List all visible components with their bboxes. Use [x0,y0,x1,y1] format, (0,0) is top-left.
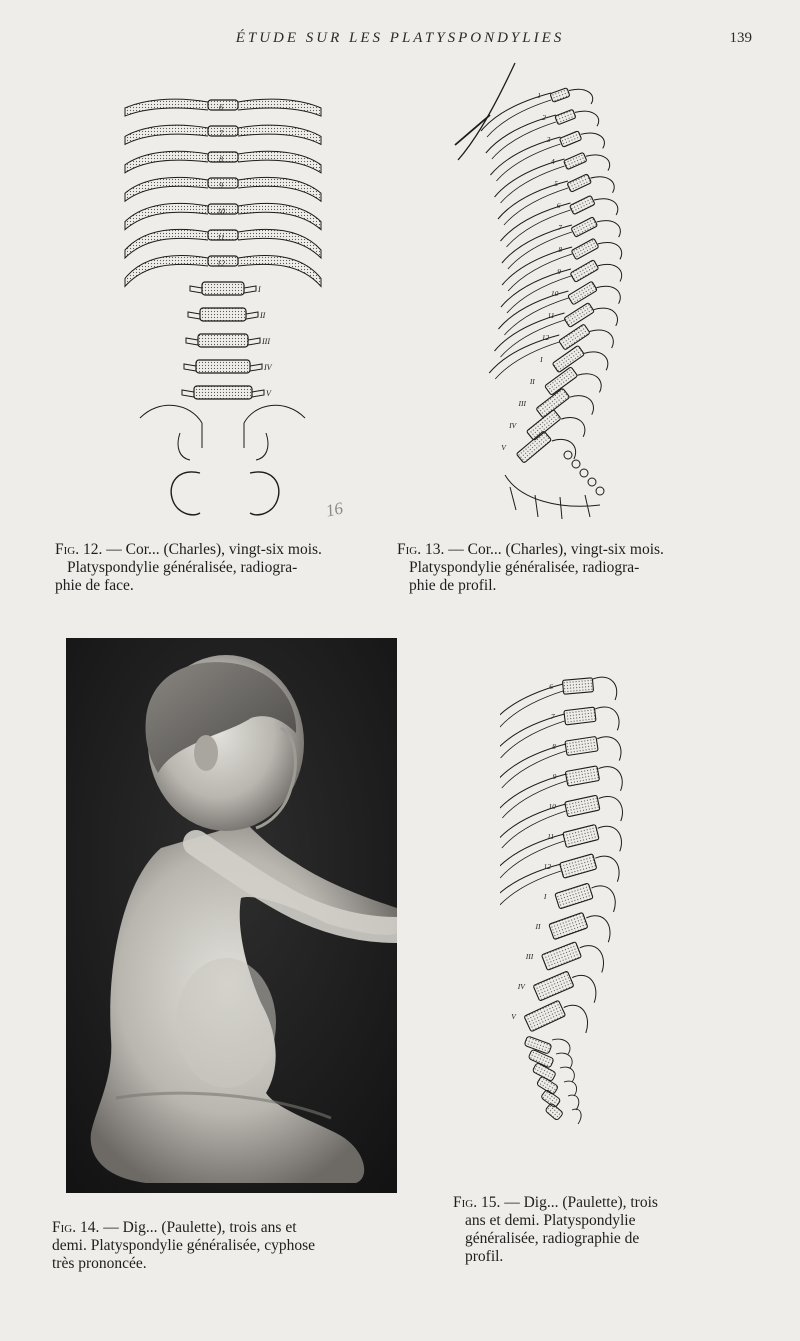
femoral-head-right [250,472,279,515]
vertebra-label: V [511,1012,516,1021]
vertebra-body [559,324,590,350]
figure-13-caption [397,541,732,595]
figure-14-caption [52,1219,412,1273]
running-title: ÉTUDE SUR LES PLATYSPONDYLIES [235,30,565,46]
vertebra-label: 12 [543,862,551,871]
posterior-arch [590,330,614,348]
posterior-arch [572,975,596,1002]
vertebra-body [196,360,250,373]
rib-right [238,125,321,144]
vertebra-label: V [501,443,506,452]
spine-lateral-drawing [450,55,655,525]
rib-left [125,151,208,173]
vertebra-label: 9 [552,772,557,781]
coccyx-segment [564,451,572,459]
posterior-arch [577,374,601,393]
sacral-arch [572,1109,581,1124]
posterior-arch [595,856,619,882]
rib-arc-inner [507,276,571,313]
vertebra-body [208,178,238,188]
posterior-arch [598,264,622,281]
vertebra-body [560,854,597,878]
vertebra-body [568,281,598,305]
transverse-process [244,286,256,293]
coccyx-segment [572,460,580,468]
figure-12-caption-line2: Platyspondylie généralisée, radiogra- [67,559,298,576]
vertebra-label: I [543,892,547,901]
vertebra-body [549,912,588,939]
rib-left [125,203,208,229]
sacral-arch [556,1053,572,1068]
vertebra-label: III [525,952,534,961]
figure-14-caption-lead: Fig. 14. [52,1219,100,1236]
vertebra-label: 4 [550,157,555,166]
vertebra-label: 12 [541,333,550,342]
vertebra-body [208,126,238,136]
rib-arc-inner [501,320,565,357]
posterior-arch [586,916,610,942]
sacral-arch [560,1067,574,1082]
coccyx-segment [580,469,588,477]
vertebra-label: 9 [557,267,561,276]
vertebra-label: IV [509,421,517,430]
vertebra-body [570,260,599,283]
transverse-process [188,312,200,319]
vertebra-label: V [266,389,271,398]
posterior-arch [595,707,619,730]
posterior-arch [570,396,594,415]
figure-13-caption-line1: — Cor... (Charles), vingt-six mois. [448,541,664,558]
rib-right [238,229,321,258]
rib-arc-inner [495,342,559,379]
vertebra-label: 7 [558,223,562,232]
figure-15-drawing [500,668,640,1138]
rib-left [125,255,208,286]
vertebra-label: 12 [217,259,225,268]
vertebra-label: 11 [217,233,225,242]
vertebra-body [571,238,599,259]
transverse-process [252,390,264,397]
vertebra-body [567,174,592,192]
vertebra-label: III [518,399,526,408]
posterior-arch [586,155,610,171]
posterior-arch [594,199,618,215]
vertebra-label: 10 [217,207,225,216]
vertebra-body [565,795,600,817]
vertebra-label: 9 [219,181,223,190]
vertebra-body [569,195,595,214]
vertebra-label: 8 [558,245,563,254]
transverse-process [246,312,258,319]
vertebra-label: 11 [547,311,555,320]
figure-12-caption-line3: phie de face. [55,577,134,594]
figure-15-caption [453,1194,723,1266]
posterior-arch [594,308,618,326]
posterior-arch [564,1005,588,1033]
posterior-arch [590,177,614,193]
figure-14-photograph [66,638,397,1193]
rib-right [238,203,321,229]
figure-15-caption-line2: ans et demi. Platyspondylie [465,1212,636,1229]
femoral-head-left [171,472,200,515]
rib-left [125,177,208,201]
vertebra-label: III [262,337,270,346]
vertebra-body [208,152,238,162]
vertebra-label: 6 [549,682,553,691]
rib-arc-inner [502,751,566,788]
rib-left [125,99,208,116]
figure-12-caption-lead: Fig. 12. [55,541,103,558]
vertebra-label: 8 [219,155,223,164]
rib-arc-inner [508,232,572,269]
pencil-note: 16 [324,498,345,521]
child-profile-photo [66,638,397,1193]
vertebra-body [555,883,593,909]
vertebra-label: 6 [556,201,561,210]
rib-arc-inner [504,298,568,335]
vertebra-body [533,971,574,1001]
posterior-arch [597,286,621,303]
posterior-arch [575,111,599,126]
vertebra-label: IV [517,982,525,991]
coccyx-segment [588,478,596,486]
vertebra-label: 10 [548,802,556,811]
vertebra-body [208,100,238,110]
vertebra-body [564,707,596,725]
vertebra-body [562,678,593,695]
rib-arc-inner [500,871,561,908]
spine-frontal-drawing [120,88,330,523]
figure-13-caption-line2: Platyspondylie généralisée, radiogra- [409,559,640,576]
posterior-arch [597,737,621,761]
figure-15-caption-line4: profil. [465,1248,504,1265]
vertebra-body [564,152,587,169]
page-number: 139 [729,30,752,46]
posterior-arch [599,767,623,791]
iliac-crest [140,405,305,423]
posterior-arch [598,242,622,259]
vertebra-body [571,217,598,237]
figure-12-caption-line1: — Cor... (Charles), vingt-six mois. [106,541,322,558]
posterior-arch [584,352,608,370]
rib-arc-inner [500,841,564,878]
figure-13-caption-lead: Fig. 13. [397,541,445,558]
rib-right [238,99,321,116]
figure-15-caption-line1: — Dig... (Paulette), trois [504,1194,658,1211]
sacrum-outline [505,475,600,519]
vertebra-body [524,1000,566,1031]
sacral-arch [568,1095,579,1110]
vertebra-body [194,386,252,399]
posterior-arch [597,221,621,238]
sacral-arch [552,1039,570,1054]
vertebra-body [559,131,581,147]
vertebra-label: IV [264,363,272,372]
figure-15-caption-line3: généralisée, radiographie de [465,1230,640,1247]
vertebra-label: 3 [546,135,551,144]
vertebra-label: I [258,285,261,294]
vertebra-body [565,766,599,786]
vertebra-body [555,109,576,124]
posterior-arch [580,946,604,973]
rib-left [125,229,208,258]
sacral-arch [564,1081,577,1096]
transverse-process [190,286,202,293]
posterior-arch [581,133,605,148]
vertebra-label: 10 [550,289,559,298]
rib-arc-inner [501,721,565,758]
transverse-process [182,390,194,397]
pelvis-outline [178,423,268,460]
vertebra-label: 7 [219,129,223,138]
figure-13-drawing [450,55,655,525]
sacral-segment [545,1103,564,1121]
transverse-process [250,364,262,371]
posterior-arch [598,826,622,851]
figure-15-caption-lead: Fig. 15. [453,1194,501,1211]
transverse-process [186,338,198,345]
vertebra-label: II [529,377,535,386]
figure-14-caption-line3: très prononcée. [52,1255,147,1272]
posterior-arch [599,796,623,821]
figure-14-caption-line2: demi. Platyspondylie généralisée, cyphose [52,1237,316,1254]
rib-arc-inner [502,811,566,848]
vertebra-label: 6 [219,103,223,112]
vertebra-body [541,942,581,971]
figure-13-caption-line3: phie de profil. [409,577,497,594]
posterior-arch [561,418,585,437]
posterior-arch [593,677,617,700]
rib-arc-inner [500,691,563,728]
vertebra-label: II [260,311,266,320]
figure-12-drawing [120,88,330,523]
rib-left [125,125,208,144]
transverse-process [248,338,260,345]
rib-arc-inner [502,781,566,818]
vertebra-body [564,303,595,328]
transverse-process [184,364,196,371]
vertebra-body [202,282,244,295]
vertebra-body [200,308,246,321]
vertebra-label: 8 [552,742,556,751]
posterior-arch [592,886,616,912]
vertebra-label: 5 [554,179,558,188]
vertebra-label: 2 [542,113,546,122]
vertebra-label: 11 [547,832,555,841]
vertebra-body [563,824,599,847]
vertebra-label: 7 [550,712,555,721]
figure-12-caption [55,541,385,595]
figure-14-caption-line1: — Dig... (Paulette), trois ans et [103,1219,297,1236]
rib-right [238,255,321,286]
rib-right [238,151,321,173]
coccyx-segment [596,487,604,495]
spine-lateral-drawing-2 [500,668,640,1138]
vertebra-body [565,736,598,755]
vertebra-label: II [535,922,541,931]
vertebra-label: 1 [537,91,541,100]
posterior-arch [569,89,593,104]
vertebra-label: I [540,355,543,364]
vertebra-body [550,88,570,103]
rib-right [238,177,321,201]
vertebra-body [198,334,248,347]
